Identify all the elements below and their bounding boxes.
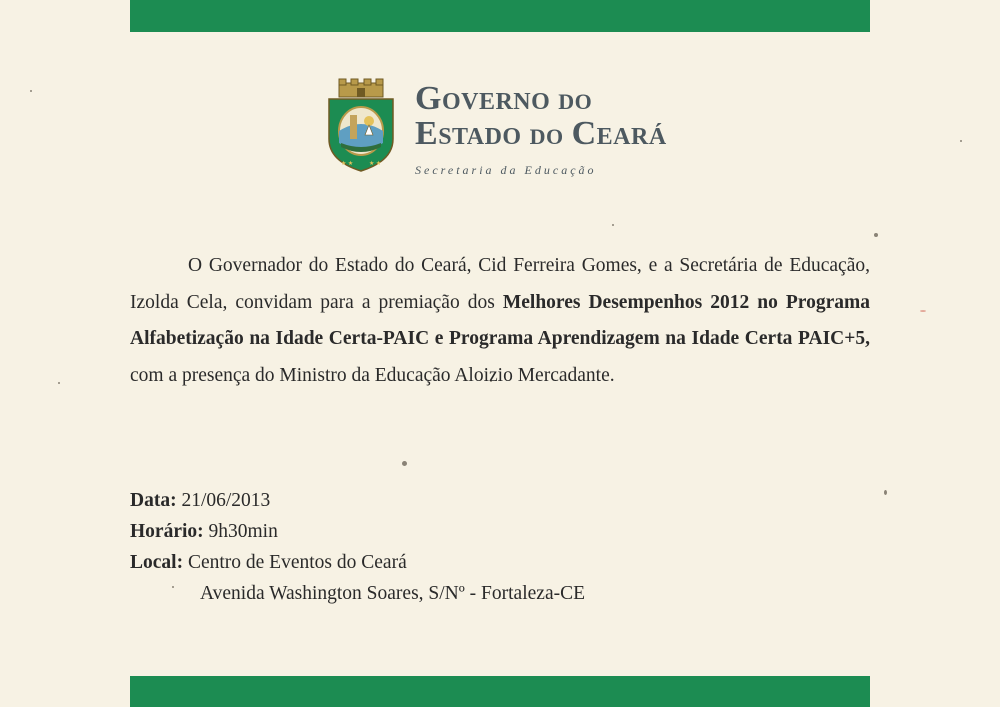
ceara-coat-of-arms-icon — [325, 77, 397, 173]
title-small-word: DO — [558, 89, 593, 114]
event-address: Avenida Washington Soares, S/Nº - Fortaleza-CE — [200, 583, 586, 604]
event-details — [130, 485, 585, 609]
paper-speck — [58, 382, 60, 384]
place-label: Local: — [130, 552, 184, 573]
paper-speck — [30, 90, 32, 92]
title-word: EARÁ — [596, 124, 667, 150]
paper-speck — [612, 224, 614, 226]
title-line-estado — [415, 115, 667, 153]
time-label: Horário: — [130, 521, 204, 542]
title-initial: C — [571, 115, 597, 152]
top-green-bar — [130, 0, 870, 32]
date-value: 21/06/2013 — [176, 490, 271, 511]
paper-speck — [920, 310, 926, 312]
event-date — [130, 485, 585, 516]
svg-text:★ ★: ★ ★ — [369, 161, 382, 167]
paper-speck — [402, 461, 407, 466]
invitation-text-part: com a presença do Ministro da Educação Aloizio Mercadante. — [130, 364, 615, 386]
paper-speck — [960, 140, 962, 142]
event-time — [130, 516, 585, 547]
place-value: Centro de Eventos do Ceará — [183, 552, 407, 573]
title-line-governo — [415, 80, 667, 118]
secretaria-subtitle: Secretaria da Educação — [415, 163, 597, 177]
invitation-paragraph — [130, 248, 870, 394]
title-word: OVERNO — [441, 89, 551, 115]
invitation-event-name: Melhores Desempenhos 2012 no Programa Alfabetização na Idade Certa-PAIC e Programa Aprendizagem na Idade Certa PAIC+5, — [130, 291, 870, 349]
bottom-green-bar — [130, 676, 870, 707]
date-label: Data: — [130, 490, 177, 511]
paper-speck — [874, 233, 878, 237]
invitation-text — [130, 248, 870, 394]
title-initial: G — [415, 80, 442, 117]
title-small-word: DO — [529, 124, 564, 149]
title-initial: E — [415, 115, 439, 152]
event-place — [130, 547, 585, 578]
government-title — [415, 80, 667, 153]
title-word: STADO — [438, 124, 522, 150]
time-value: 9h30min — [203, 521, 278, 542]
invitation-text-part: O Governador do Estado do Ceará, Cid Ferreira Gomes, e a Secretária de Educação, Izolda Cela, convidam para a premiação dos — [130, 255, 870, 313]
paper-speck — [884, 490, 887, 495]
government-header — [325, 77, 685, 182]
svg-text:★ ★: ★ ★ — [341, 161, 354, 167]
